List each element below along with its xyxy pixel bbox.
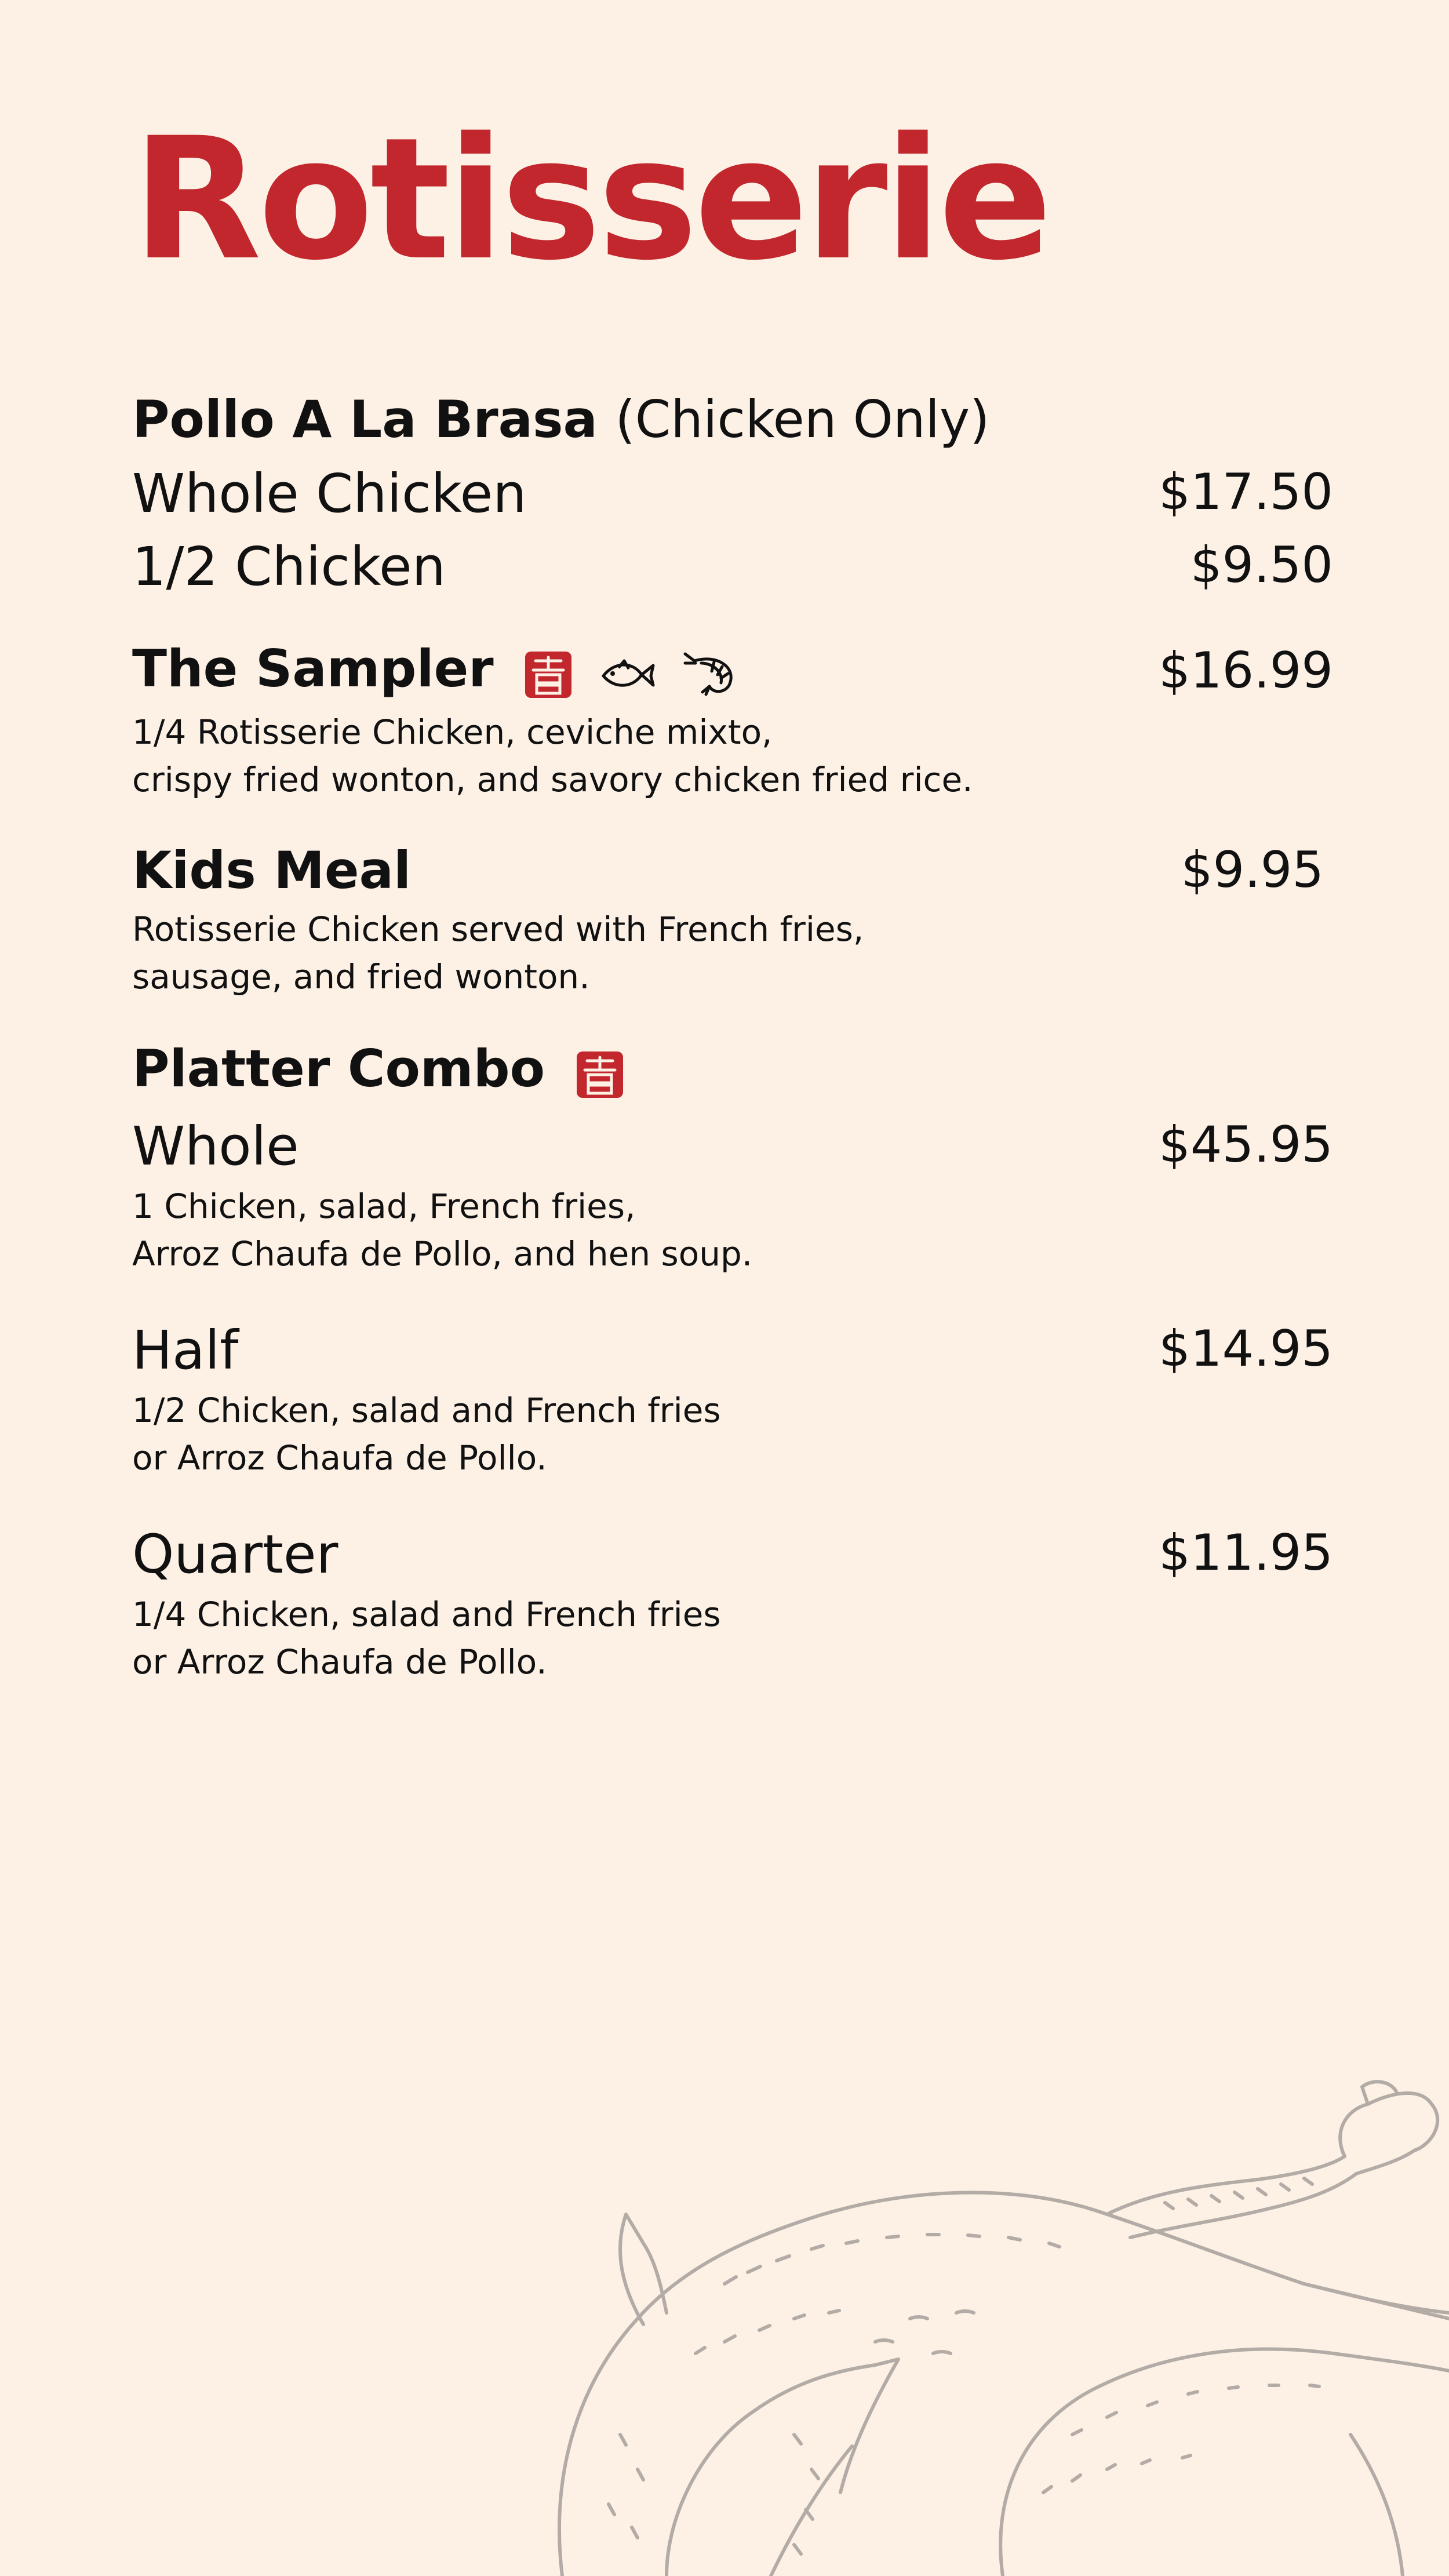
sampler-section (132, 639, 1333, 803)
description-line: crispy fried wonton, and savory chicken fried rice. (132, 760, 973, 800)
description-line: or Arroz Chaufa de Pollo. (132, 1642, 547, 1682)
menu-row-platter-half (132, 1319, 1333, 1382)
menu-row-whole-chicken (132, 463, 1333, 525)
menu-row-platter-whole (132, 1115, 1333, 1178)
item-name: Pollo A La Brasa (132, 390, 598, 449)
kids-meal-section (132, 841, 1333, 1000)
item-heading (132, 1039, 1333, 1099)
item-price: $9.50 (1190, 536, 1333, 594)
item-heading (132, 639, 1333, 699)
fish-icon (599, 650, 657, 699)
menu-row-sampler (132, 639, 1333, 700)
description-line: 1 Chicken, salad, French fries, (132, 1187, 636, 1227)
description-line: or Arroz Chaufa de Pollo. (132, 1438, 547, 1478)
description-line: Rotisserie Chicken served with French fries, (132, 909, 864, 949)
item-description (132, 905, 1333, 1000)
shrimp-icon (683, 650, 741, 699)
item-name: Platter Combo (132, 1039, 545, 1098)
item-icons (524, 646, 748, 699)
description-line: 1/4 Chicken, salad and French fries (132, 1595, 721, 1635)
description-line: sausage, and fried wonton. (132, 957, 590, 996)
item-description (132, 1591, 1333, 1686)
item-name: Kids Meal (132, 841, 412, 900)
item-price: $11.95 (1159, 1524, 1333, 1582)
item-option-label: Whole Chicken (132, 463, 527, 525)
chinese-seal-icon (524, 650, 573, 699)
item-option-label: Whole (132, 1115, 299, 1178)
item-price: $17.50 (1159, 463, 1333, 521)
item-option-label: 1/2 Chicken (132, 536, 446, 598)
item-option-label: Quarter (132, 1523, 338, 1586)
chinese-seal-icon (576, 1050, 624, 1099)
item-description (132, 1387, 1333, 1482)
roast-chicken-illustration (551, 1913, 1449, 2576)
page-title: Rotisserie (132, 102, 1049, 297)
item-icons (576, 1046, 632, 1099)
item-option-label: Half (132, 1319, 239, 1382)
description-line: Arroz Chaufa de Pollo, and hen soup. (132, 1234, 753, 1274)
item-description (132, 1183, 1333, 1278)
item-price: $16.99 (1159, 642, 1333, 700)
item-heading (132, 390, 1333, 449)
item-name: The Sampler (132, 639, 494, 698)
description-line: 1/2 Chicken, salad and French fries (132, 1391, 721, 1431)
pollo-a-la-brasa-section (132, 390, 1333, 598)
menu-row-half-chicken (132, 536, 1333, 598)
item-qualifier: (Chicken Only) (615, 390, 990, 449)
menu-row-platter-quarter (132, 1523, 1333, 1586)
menu-row-kids-meal (132, 841, 1333, 900)
item-price: $9.95 (1181, 841, 1324, 899)
item-price: $45.95 (1159, 1116, 1333, 1174)
item-price: $14.95 (1159, 1320, 1333, 1378)
platter-combo-section (132, 1039, 1333, 1686)
item-description (132, 708, 1333, 803)
description-line: 1/4 Rotisserie Chicken, ceviche mixto, (132, 712, 773, 752)
